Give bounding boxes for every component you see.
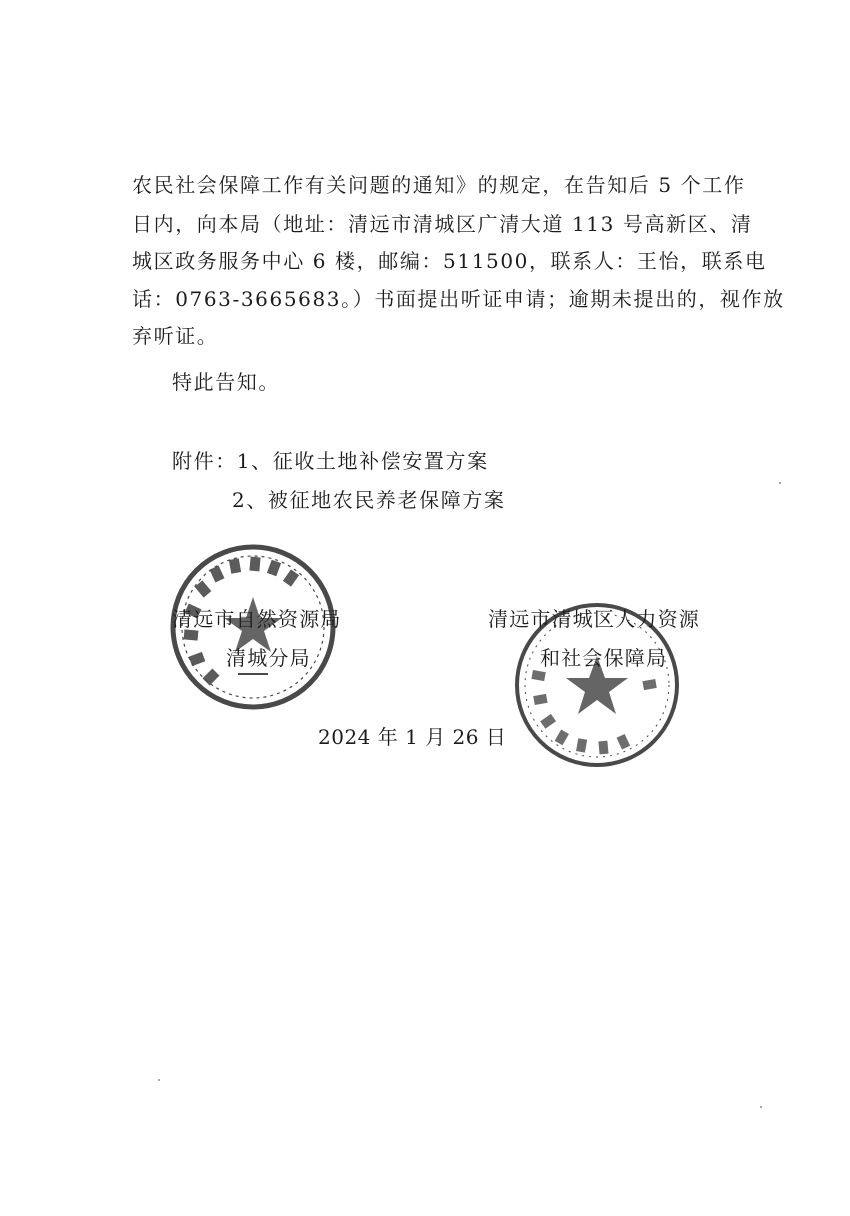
body-line-4: 话：0763-3665683。）书面提出听证申请；逾期未提出的，视作放 (132, 287, 785, 311)
body-line-3: 城区政务服务中心 6 楼，邮编：511500，联系人：王怡，联系电 (132, 249, 767, 273)
signature-right-line-2: 和社会保障局 (540, 646, 668, 670)
attachment-item-2: 2、被征地农民养老保障方案 (232, 488, 506, 512)
scan-speck (158, 1079, 160, 1081)
attachment-item-1: 附件：1、征收土地补偿安置方案 (172, 449, 489, 473)
signature-left-line-2: 清城分局 (226, 646, 311, 670)
body-line-5: 弃听证。 (132, 324, 219, 348)
body-line-1: 农民社会保障工作有关问题的通知》的规定，在告知后 5 个工作 (132, 173, 746, 197)
signature-left-line-1: 清远市自然资源局 (172, 607, 342, 631)
scan-speck (760, 1106, 762, 1108)
closing-text: 特此告知。 (172, 370, 280, 394)
scan-speck (779, 482, 781, 484)
signature-right-line-1: 清远市清城区人力资源 (488, 607, 700, 631)
body-line-2: 日内，向本局（地址：清远市清城区广清大道 113 号高新区、清 (132, 212, 753, 236)
document-date: 2024 年 1 月 26 日 (318, 725, 507, 749)
